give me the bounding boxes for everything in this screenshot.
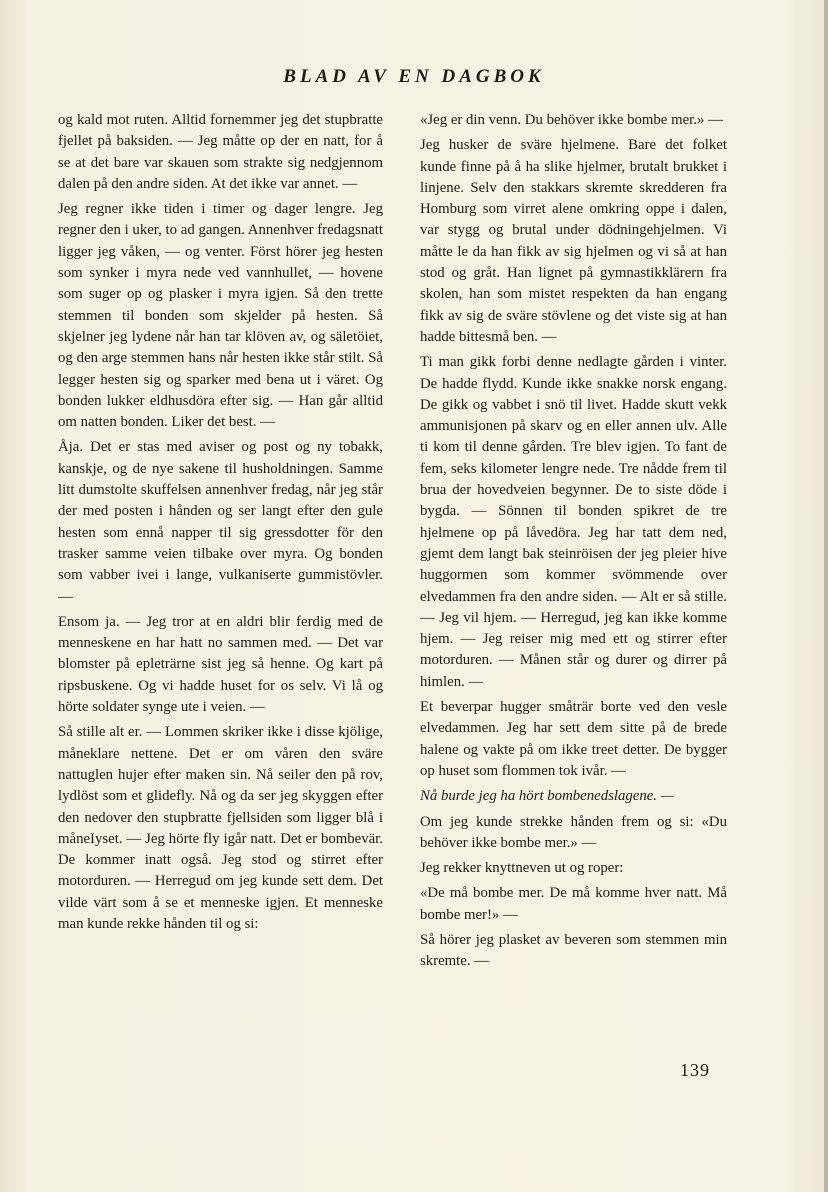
paragraph-italic: Nå burde jeg ha hört bombenedslagene. —: [420, 788, 674, 805]
paragraph: Et beverpar hugger småträr borte ved den vesle elvedammen. Jeg har sett dem sitte på de brede halene og vakte på om ikke treet detter. De bygger op huset som flommen tok ivår. —: [420, 699, 727, 779]
paragraph: Om jeg kunde strekke hånden frem og si: «Du behöver ikke bombe mer.» —: [420, 813, 727, 851]
paragraph: Så hörer jeg plasket av beveren som stemmen min skremte. —: [420, 931, 727, 970]
paragraph: og kald mot ruten. Alltid fornemmer jeg det stupbratte fjellet på baksiden. — Jeg måtte op der en natt, for å se at det bare var skauen som strakte sig nedgjennom dalen på den andre siden. At det ikke var annet. —: [58, 112, 383, 192]
paragraph: Jeg rekker knyttneven ut og roper:: [420, 860, 624, 877]
paragraph: Åja. Det er stas med aviser og post og ny tobakk, kanskje, og de nye sakene til husholdningen. Samme litt dumstolte skuffelsen annenhver fredag, når jeg står der med posten i hånden og ser langt efter den gule hesten som ennå napper til sig gressdotter för den trasker samme veien tilbake over myra. Og bonden som vabber ivei i lange, vulkaniserte gummistövler. —: [58, 439, 383, 605]
paragraph: Ensom ja. — Jeg tror at en aldri blir ferdig med de menneskene en har hatt no sammen med. — Det var blomster på epleträrne sist jeg så henne. Og kart på ripsbuskene. Og vi hadde huset for os selv. Vi lå og hörte soldater synge ute i veien. —: [58, 613, 383, 716]
paragraph: Jeg regner ikke tiden i timer og dager lengre. Jeg regner den i uker, to ad gangen. Annenhver fredagsnatt ligger jeg våken, — og venter. Först hörer jeg hesten som synker i myra nede ved vannhullet, — hovene som suger op og plasker i myra igjen. Så den trette stemmen til bonden som skjelder på hesten. Så skjelner jeg lydene når han tar klöven av, og säletöiet, og den arge stemmen hans når hesten ikke står stilt. Så legger hesten sig og sparker med bena ut i väret. Og bonden lukker eldhusdöra efter sig. — Han går alltid om natten bonden. Liker det best. —: [58, 201, 383, 431]
paragraph: Ti man gikk forbi denne nedlagte gården i vinter. De hadde flydd. Kunde ikke snakke norsk engang. De gikk og vabbet i snö til livet. Hadde skutt vekk ammunisjonen på skarv og en eller annen ulv. Alle ti kom til denne gården. Tre blev igjen. To fant de fem, seks kilometer lengre nede. Tre nådde frem til brua der hovedveien begynner. De to siste döde i bygda. — Sönnen til bonden spikret de tre hjelmene op på låvedöra. Jeg har tatt dem ned, gjemt dem langt bak steinröisen der jeg pleier hive huggormen som kommer svömmende over elvedammen fra den andre siden. — Alt er så stille. — Jeg vil hjem. — Herregud, jeg kan ikke komme hjem. — Jeg reiser mig med ett og stirrer efter motorduren. — Månen står og durer og dirrer på himlen. —: [420, 354, 727, 690]
paragraph: «De må bombe mer. De må komme hver natt. Må bombe mer!» —: [420, 885, 727, 923]
paragraph: Så stille alt er. — Lommen skriker ikke i disse kjölige, måneklare nettene. Det er om våren den sväre nattuglen hujer efter maken sin. Nå seiler den på rov, lydlöst som et glidefly. Nå og da ser jeg skyggen efter den nedover den stupbratte fjellsiden som ligger blå i måneIyset. — Jeg hörte fly igår natt. Det er bombevär. De kommer inatt også. Jeg stod og stirret efter motorduren. — Herregud om jeg kunde sett dem. Det vilde värt som å se et menneske igjen. Et menneske man kunde rekke hånden til og si:: [58, 724, 383, 932]
paragraph: «Jeg er din venn. Du behöver ikke bombe mer.» —: [420, 112, 723, 128]
running-head: BLAD AV EN DAGBOK: [283, 66, 545, 87]
right-column: [420, 110, 727, 973]
page-number: 139: [680, 1060, 710, 1080]
left-column: [58, 110, 383, 935]
page-edge: [824, 0, 828, 1192]
paragraph: Jeg husker de sväre hjelmene. Bare det folket kunde finne på å ha slike hjelmer, brutalt brukket i linjene. Selv den stakkars skremte skredderen fra Homburg som virret alene omkring oppe i dalen, var stygg og brutal under dödningehjelmen. Vi måtte le da han fikk av sig hjelmen og vi så at han stod og gråt. Han lignet på gymnastikklärern fra skolen, han som mistet respekten da han engang fikk av sig de sväre stövlene og det viste sig at han hadde bittesmå ben. —: [420, 137, 727, 345]
